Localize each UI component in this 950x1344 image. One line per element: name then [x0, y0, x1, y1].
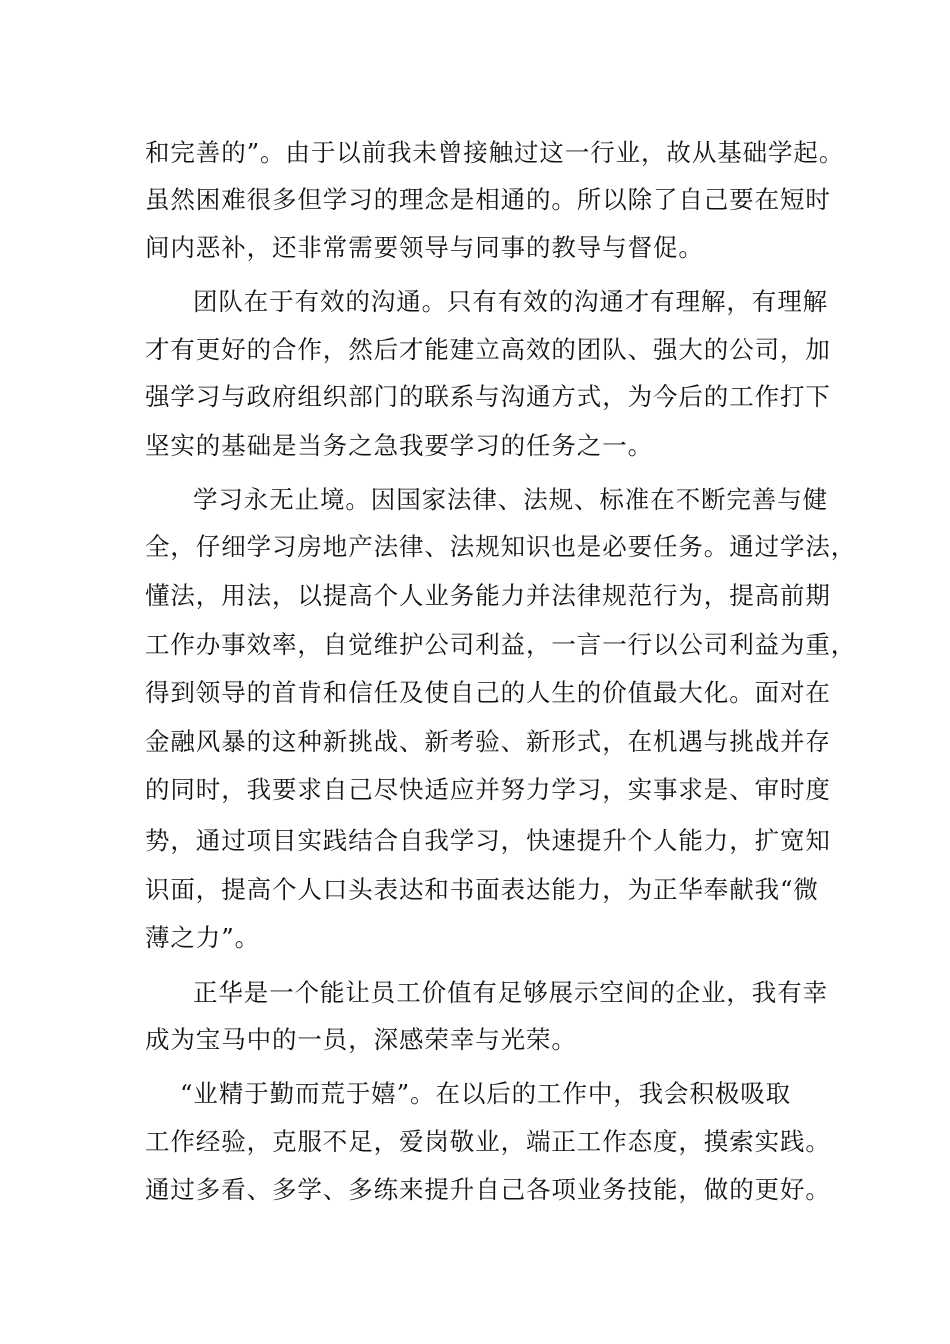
- paragraph-line: 和完善的”。由于以前我未曾接触过这一行业，故从基础学起。: [145, 138, 845, 167]
- paragraph-line: 薄之力”。: [145, 923, 261, 952]
- paragraph-line: 虽然困难很多但学习的理念是相通的。所以除了自己要在短时: [145, 185, 831, 214]
- paragraph-line: 懂法，用法，以提高个人业务能力并法律规范行为，提高前期: [145, 581, 831, 610]
- paragraph-line: 金融风暴的这种新挑战、新考验、新形式，在机遇与挑战并存: [145, 727, 831, 756]
- paragraph-line: 强学习与政府组织部门的联系与沟通方式，为今后的工作打下: [145, 382, 831, 411]
- paragraph-line: 团队在于有效的沟通。只有有效的沟通才有理解，有理解: [193, 287, 828, 316]
- paragraph-line: “业精于勤而荒于嬉”。在以后的工作中，我会积极吸取: [180, 1079, 792, 1108]
- paragraph-line: 工作办事效率，自觉维护公司利益，一言一行以公司利益为重，: [145, 630, 857, 659]
- paragraph-line: 势，通过项目实践结合自我学习，快速提升个人能力，扩宽知: [145, 826, 831, 855]
- paragraph-line: 成为宝马中的一员，深感荣幸与光荣。: [145, 1025, 577, 1054]
- paragraph-line: 全，仔细学习房地产法律、法规知识也是必要任务。通过学法，: [145, 532, 857, 561]
- paragraph-line: 坚实的基础是当务之急我要学习的任务之一。: [145, 431, 653, 460]
- paragraph-line: 得到领导的首肯和信任及使自己的人生的价值最大化。面对在: [145, 678, 831, 707]
- paragraph-line: 工作经验，克服不足，爱岗敬业，端正工作态度，摸索实践。: [145, 1127, 831, 1156]
- paragraph-line: 识面，提高个人口头表达和书面表达能力，为正华奉献我“微: [145, 875, 819, 904]
- paragraph-line: 通过多看、多学、多练来提升自己各项业务技能，做的更好。: [145, 1175, 831, 1204]
- paragraph-line: 的同时，我要求自己尽快适应并努力学习，实事求是、审时度: [145, 775, 831, 804]
- paragraph-line: 间内恶补，还非常需要领导与同事的教导与督促。: [145, 233, 704, 262]
- paragraph-line: 才有更好的合作，然后才能建立高效的团队、强大的公司，加: [145, 335, 831, 364]
- paragraph-line: 正华是一个能让员工价值有足够展示空间的企业，我有幸: [193, 978, 828, 1007]
- paragraph-line: 学习永无止境。因国家法律、法规、标准在不断完善与健: [193, 485, 828, 514]
